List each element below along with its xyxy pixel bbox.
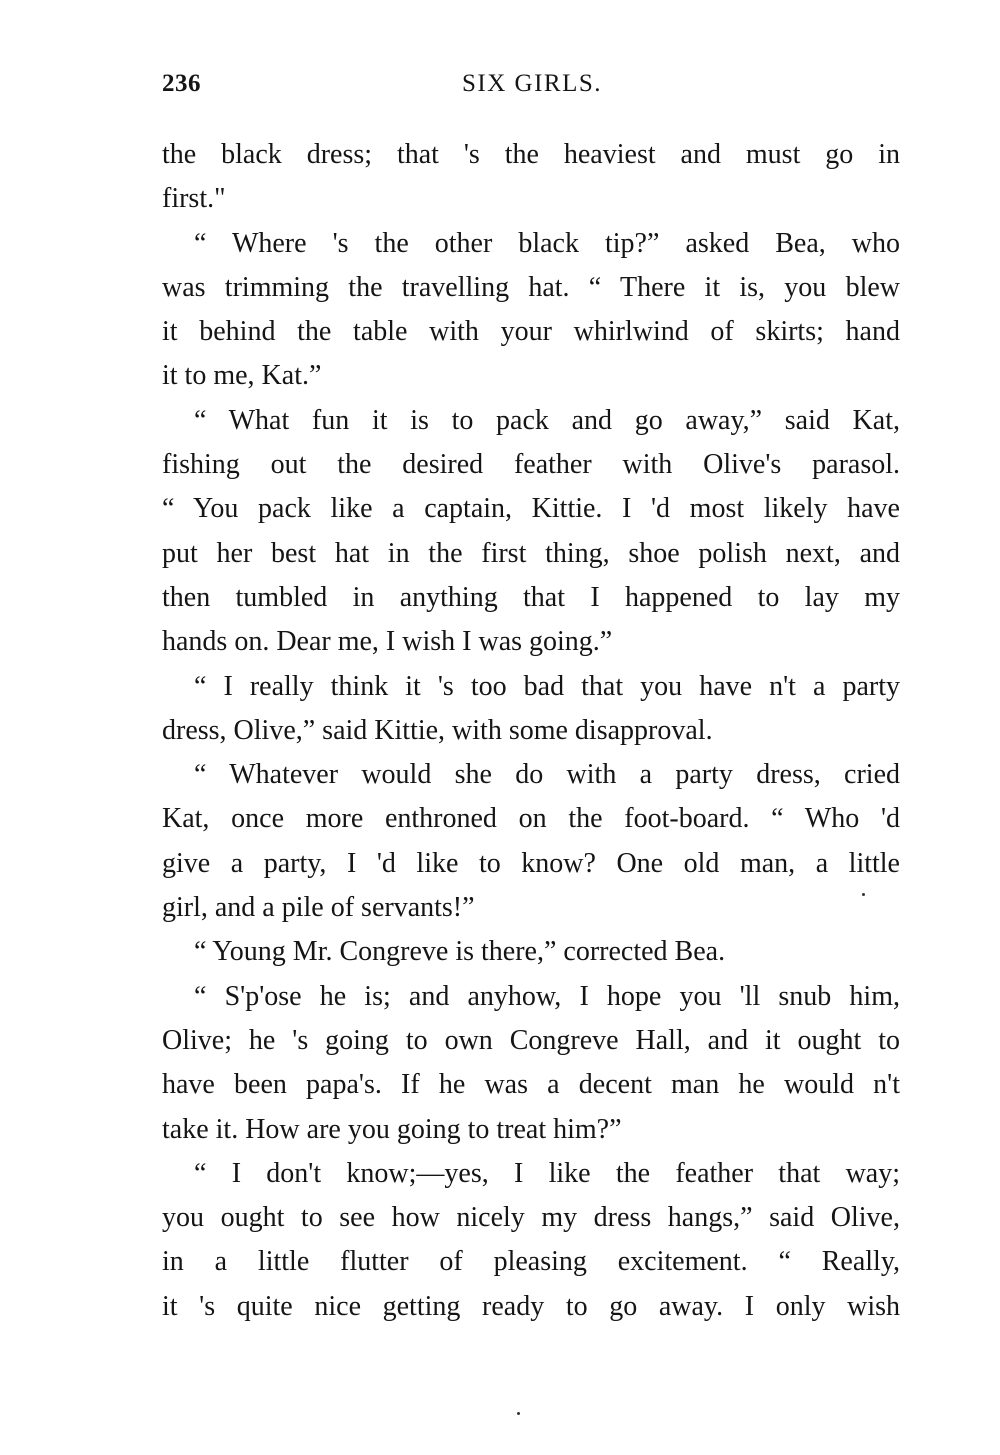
- body-text: [162, 133, 900, 1329]
- text-line: “ I don't know;—yes, I like the feather that way;: [194, 1157, 900, 1189]
- text-line: “ Where 's the other black tip?” asked Bea, who: [194, 227, 900, 259]
- page-header: [162, 70, 902, 110]
- text-line: hands on. Dear me, I wish I was going.”: [162, 626, 613, 658]
- text-line: then tumbled in anything that I happened to lay my: [162, 581, 900, 613]
- text-line: fishing out the desired feather with Olive's parasol.: [162, 449, 900, 481]
- text-line: Kat, once more enthroned on the foot-board. “ Who 'd: [162, 803, 900, 835]
- text-line: girl, and a pile of servants!”: [162, 892, 475, 924]
- text-line: dress, Olive,” said Kittie, with some disapproval.: [162, 714, 713, 746]
- scan-speck: [517, 1412, 520, 1415]
- text-line: “ S'p'ose he is; and anyhow, I hope you 'll snub him,: [194, 980, 900, 1012]
- text-line: “ Young Mr. Congreve is there,” corrected Bea.: [194, 936, 726, 968]
- text-line: “ You pack like a captain, Kittie. I 'd most likely have: [162, 493, 900, 525]
- text-line: was trimming the travelling hat. “ There it is, you blew: [162, 271, 900, 303]
- text-line: put her best hat in the first thing, shoe polish next, and: [162, 537, 900, 569]
- scan-speck: [862, 893, 865, 896]
- text-line: Olive; he 's going to own Congreve Hall, and it ought to: [162, 1024, 900, 1056]
- text-line: it 's quite nice getting ready to go away. I only wish: [162, 1290, 900, 1322]
- text-line: have been papa's. If he was a decent man he would n't: [162, 1069, 900, 1101]
- text-line: take it. How are you going to treat him?”: [162, 1113, 622, 1145]
- text-line: “ Whatever would she do with a party dress, cried: [194, 759, 900, 791]
- page-number: 236: [162, 70, 201, 97]
- text-line: you ought to see how nicely my dress hangs,” said Olive,: [162, 1202, 900, 1234]
- text-line: “ What fun it is to pack and go away,” said Kat,: [194, 404, 900, 436]
- text-line: it to me, Kat.”: [162, 360, 322, 392]
- text-line: the black dress; that 's the heaviest and must go in: [162, 139, 900, 170]
- running-title: SIX GIRLS.: [461, 70, 602, 97]
- text-line: “ I really think it 's too bad that you have n't a party: [194, 670, 900, 702]
- text-line: in a little flutter of pleasing excitement. “ Really,: [162, 1246, 900, 1278]
- text-line: give a party, I 'd like to know? One old man, a little: [162, 847, 900, 879]
- text-line: first.": [162, 183, 226, 215]
- text-line: it behind the table with your whirlwind of skirts; hand: [162, 316, 900, 348]
